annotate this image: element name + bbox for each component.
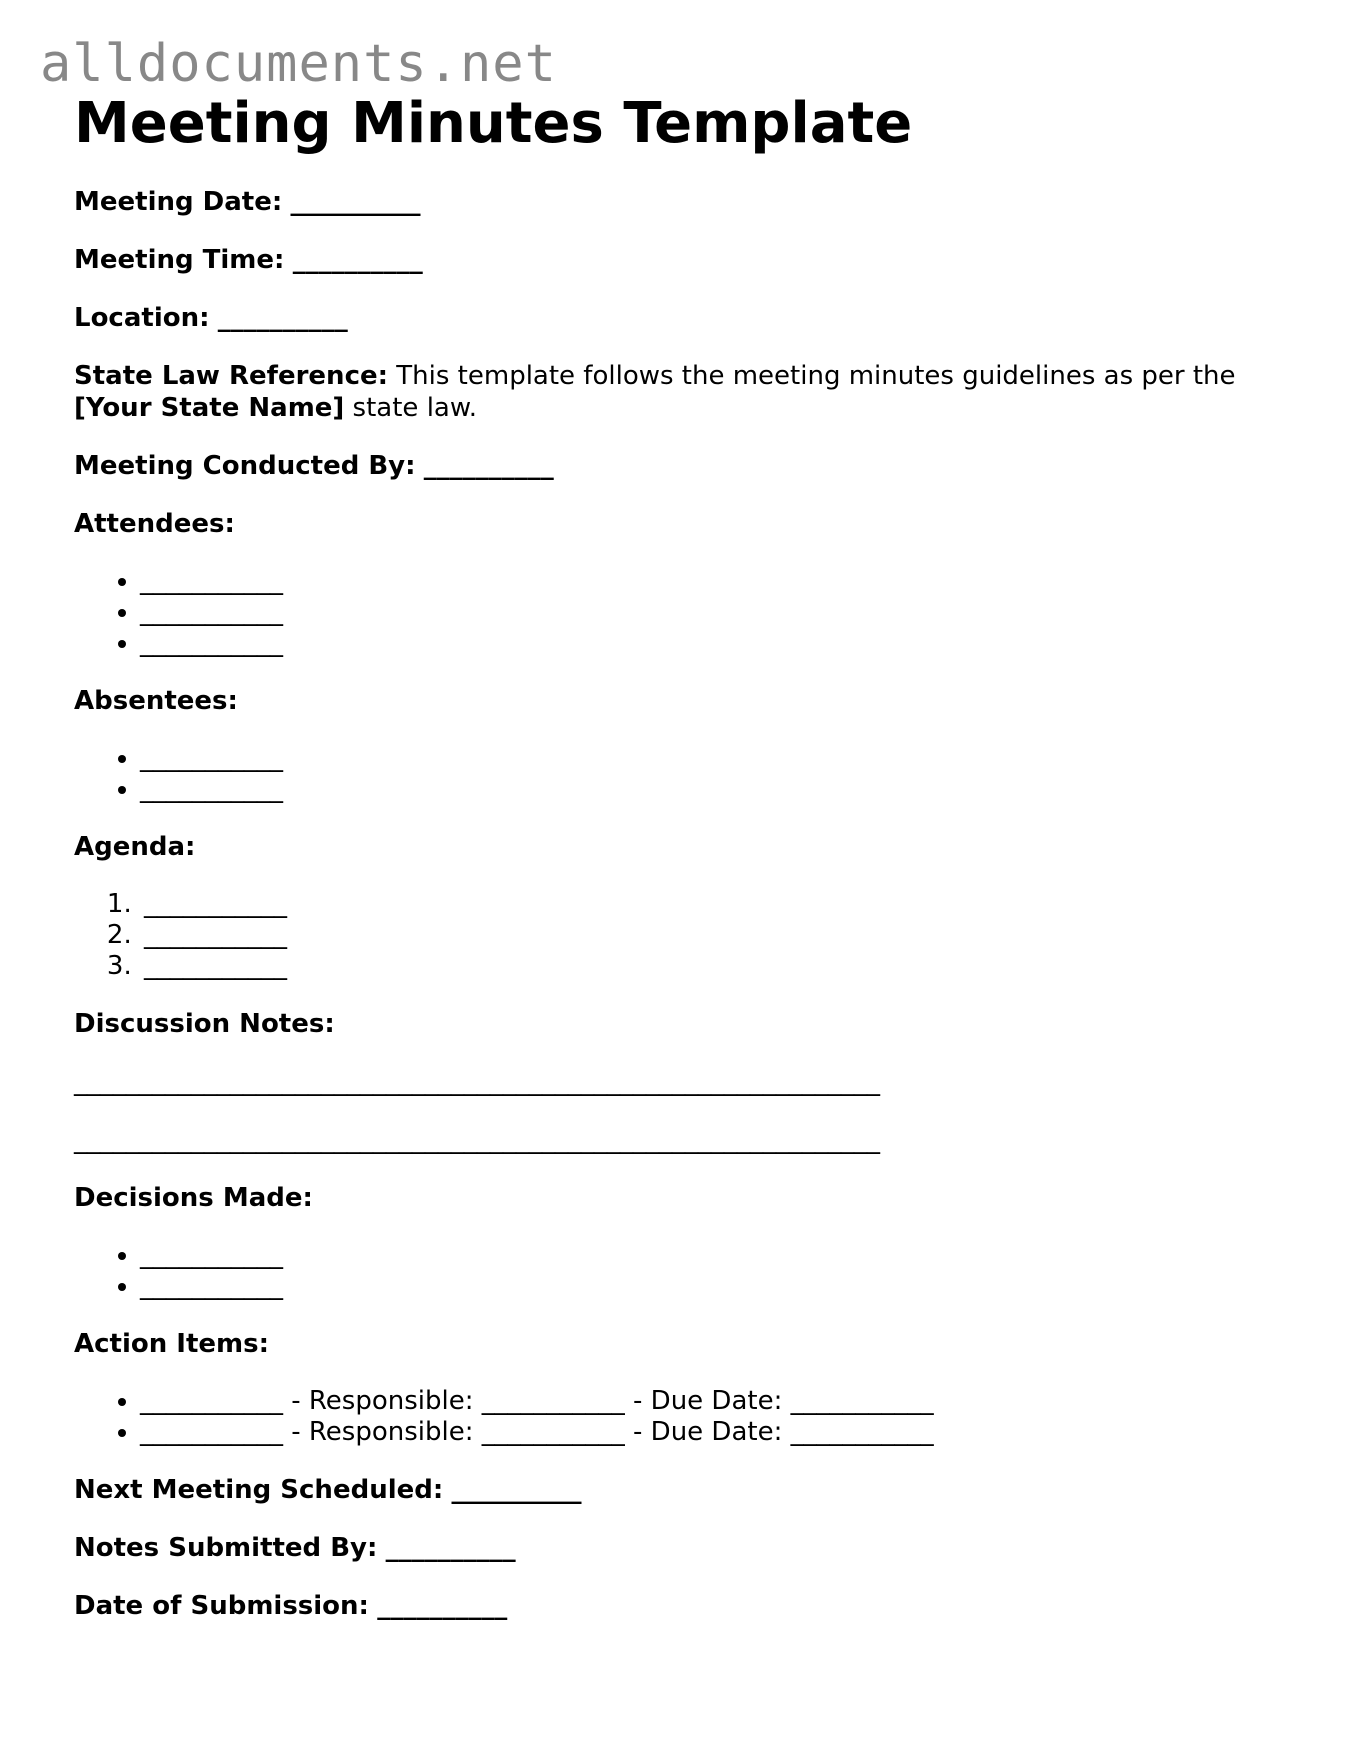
- list-item[interactable]: • ___________: [140, 628, 1274, 659]
- list-item[interactable]: • ___________: [140, 774, 1274, 805]
- conducted-by-blank[interactable]: __________: [423, 451, 554, 482]
- location-field: [74, 302, 1274, 334]
- meeting-date-label: Meeting Date:: [74, 187, 283, 218]
- discussion-notes-label: Discussion Notes:: [74, 1009, 335, 1040]
- list-item[interactable]: • ___________: [140, 1240, 1274, 1271]
- submitted-by-blank[interactable]: __________: [385, 1533, 516, 1564]
- due-date-blank[interactable]: ___________: [790, 1386, 934, 1417]
- document: [74, 92, 1274, 1648]
- agenda-label: Agenda:: [74, 832, 196, 863]
- meeting-time-blank[interactable]: __________: [292, 245, 423, 276]
- list-item[interactable]: • ___________: [140, 597, 1274, 628]
- submitted-by-label: Notes Submitted By:: [74, 1533, 378, 1564]
- list-item[interactable]: 2. ___________: [140, 920, 1274, 951]
- discussion-notes-line[interactable]: ______________________________________________________________: [74, 1067, 880, 1098]
- discussion-notes-heading: [74, 1008, 1274, 1040]
- meeting-time-field: [74, 244, 1274, 276]
- action-items-list: [74, 1386, 1274, 1448]
- location-label: Location:: [74, 303, 210, 334]
- responsible-label: - Responsible:: [283, 1386, 482, 1417]
- action-items-label: Action Items:: [74, 1329, 269, 1360]
- state-law-text: This template follows the meeting minutes guidelines as per the: [388, 361, 1236, 392]
- watermark: alldocuments.net: [40, 34, 557, 94]
- state-law-reference: [74, 360, 1274, 424]
- state-law-suffix: state law.: [344, 393, 477, 424]
- list-item[interactable]: • ___________: [140, 1271, 1274, 1302]
- absentees-list: [74, 743, 1274, 805]
- list-item[interactable]: • ___________: [140, 566, 1274, 597]
- meeting-date-blank[interactable]: __________: [290, 187, 421, 218]
- responsible-label: - Responsible:: [283, 1417, 482, 1448]
- due-date-blank[interactable]: ___________: [790, 1417, 934, 1448]
- next-meeting-blank[interactable]: __________: [451, 1475, 582, 1506]
- action-item: [140, 1386, 1274, 1417]
- due-date-label: - Due Date:: [624, 1417, 791, 1448]
- conducted-by-field: [74, 450, 1274, 482]
- discussion-notes-line[interactable]: ______________________________________________________________: [74, 1125, 880, 1156]
- list-item[interactable]: 3. ___________: [140, 951, 1274, 982]
- list-item[interactable]: • ___________: [140, 743, 1274, 774]
- responsible-blank[interactable]: ___________: [481, 1386, 625, 1417]
- agenda-list: [74, 889, 1274, 982]
- state-name-placeholder: [Your State Name]: [74, 393, 345, 424]
- submission-date-blank[interactable]: __________: [377, 1591, 508, 1622]
- submission-date-field: [74, 1590, 1274, 1622]
- attendees-list: [74, 566, 1274, 659]
- decisions-heading: [74, 1182, 1274, 1214]
- attendees-label: Attendees:: [74, 509, 235, 540]
- agenda-heading: [74, 831, 1274, 863]
- meeting-time-label: Meeting Time:: [74, 245, 285, 276]
- decisions-label: Decisions Made:: [74, 1183, 313, 1214]
- list-item[interactable]: 1. ___________: [140, 889, 1274, 920]
- action-item: [140, 1417, 1274, 1448]
- due-date-label: - Due Date:: [624, 1386, 791, 1417]
- responsible-blank[interactable]: ___________: [481, 1417, 625, 1448]
- action-item-blank[interactable]: ___________: [140, 1386, 283, 1417]
- absentees-label: Absentees:: [74, 686, 238, 717]
- submitted-by-field: [74, 1532, 1274, 1564]
- location-blank[interactable]: __________: [217, 303, 348, 334]
- next-meeting-field: [74, 1474, 1274, 1506]
- state-law-label: State Law Reference:: [74, 361, 389, 392]
- action-item-blank[interactable]: ___________: [140, 1417, 283, 1448]
- decisions-list: [74, 1240, 1274, 1302]
- action-items-heading: [74, 1328, 1274, 1360]
- attendees-heading: [74, 508, 1274, 540]
- document-body: [74, 186, 1274, 1622]
- conducted-by-label: Meeting Conducted By:: [74, 451, 416, 482]
- absentees-heading: [74, 685, 1274, 717]
- meeting-date-field: [74, 186, 1274, 218]
- next-meeting-label: Next Meeting Scheduled:: [74, 1475, 444, 1506]
- page-title: Meeting Minutes Template: [74, 91, 913, 156]
- submission-date-label: Date of Submission:: [74, 1591, 369, 1622]
